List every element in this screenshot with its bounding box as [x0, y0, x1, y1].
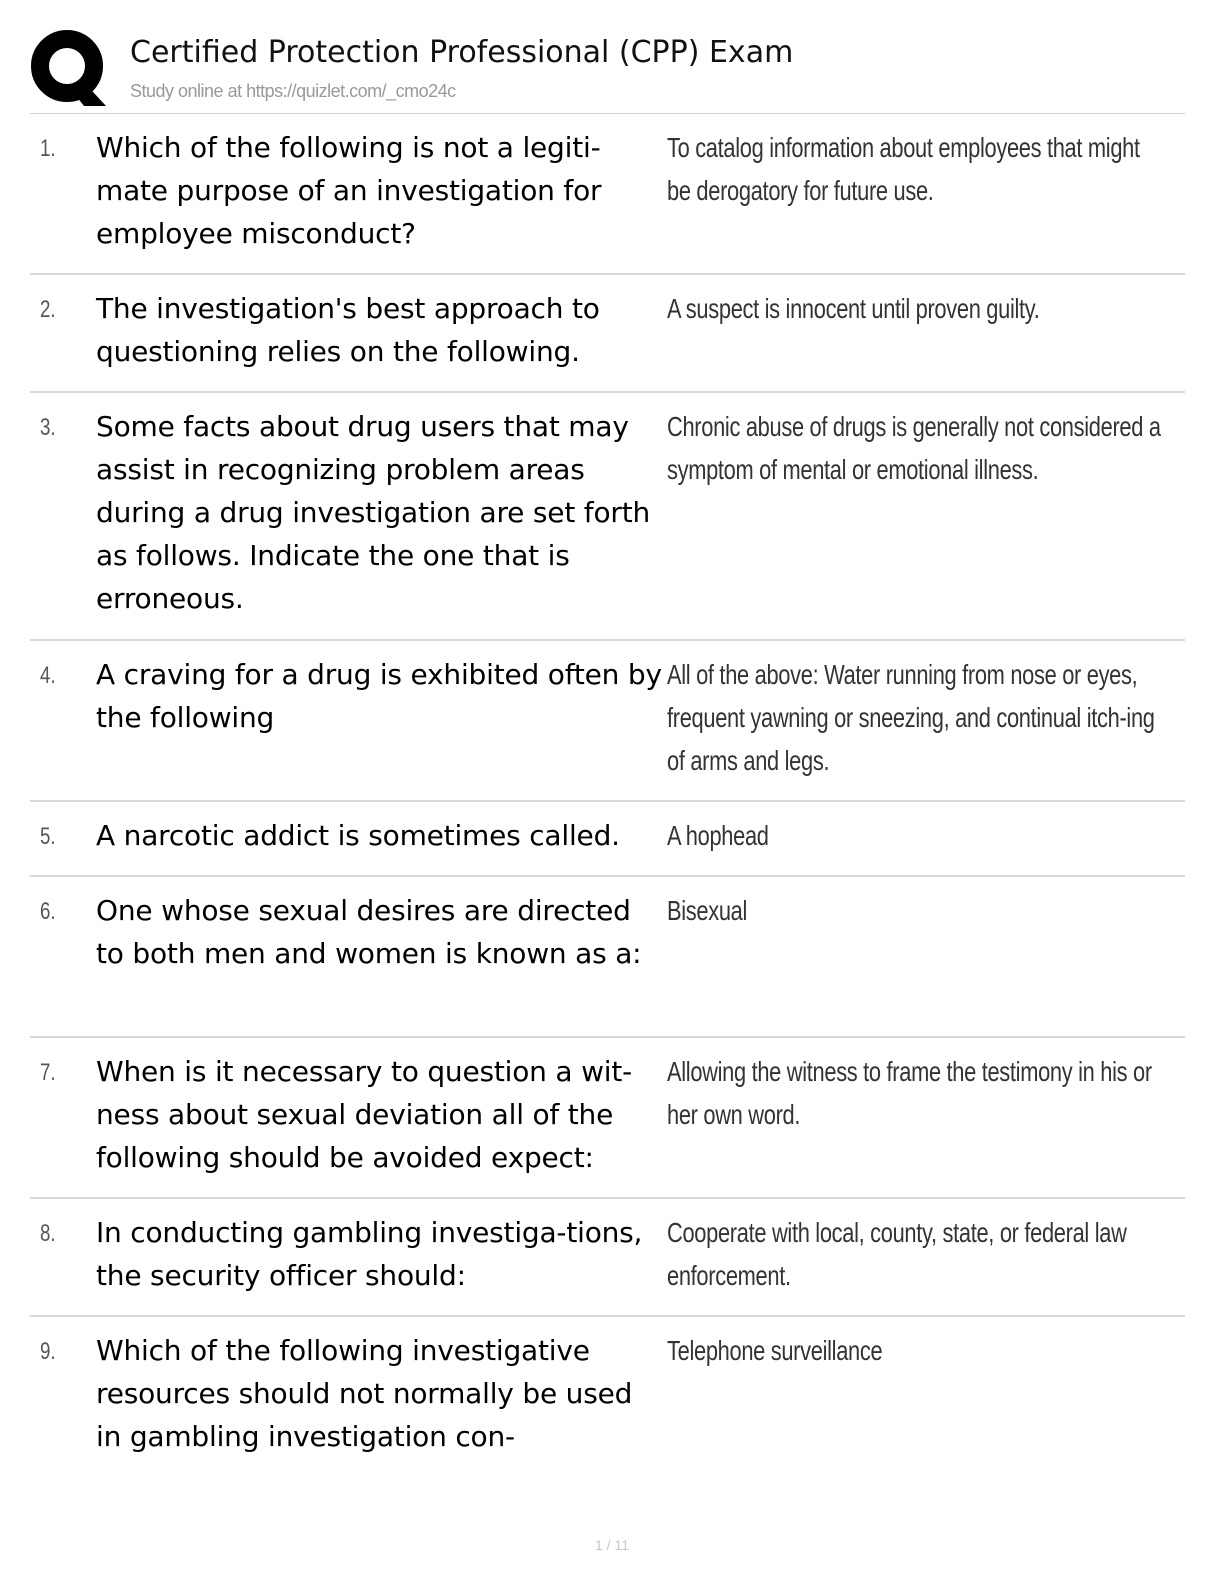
flashcard: [30, 802, 1185, 877]
card-term: One whose sexual desires are directed to both men and women is known as a:: [96, 894, 642, 970]
flashcard: [30, 1317, 1185, 1467]
card-definition: Chronic abuse of drugs is generally not considered a symptom of mental or emotional illness.: [667, 411, 1161, 485]
card-definition: A hophead: [667, 820, 769, 851]
card-number: 4.: [40, 662, 56, 689]
card-definition: Allowing the witness to frame the testimony in his or her own word.: [667, 1056, 1152, 1130]
card-term: A craving for a drug is exhibited often by the following: [96, 658, 662, 734]
flashcard: [30, 114, 1185, 275]
card-number: 2.: [40, 296, 56, 323]
page-header: [30, 28, 1185, 114]
card-term: When is it necessary to question a wit-ness about sexual deviation all of the following should be avoided expect:: [96, 1055, 633, 1174]
flashcard: [30, 641, 1185, 802]
card-definition: Telephone surveillance: [667, 1335, 883, 1366]
card-number: 7.: [40, 1059, 56, 1086]
flashcard: [30, 393, 1185, 641]
card-number: 6.: [40, 898, 56, 925]
flashcard: [30, 1038, 1185, 1199]
page-title: Certified Protection Professional (CPP) Exam: [130, 35, 794, 70]
card-number: 8.: [40, 1220, 56, 1247]
flashcard: [30, 877, 1185, 1038]
card-number: 5.: [40, 823, 56, 850]
card-term: A narcotic addict is sometimes called.: [96, 819, 620, 852]
card-definition: Bisexual: [667, 895, 748, 926]
card-number: 9.: [40, 1338, 56, 1365]
card-number: 3.: [40, 414, 56, 441]
card-definition: Cooperate with local, county, state, or federal law enforcement.: [667, 1217, 1127, 1291]
card-term: The investigation's best approach to questioning relies on the following.: [96, 292, 600, 368]
card-term: Which of the following investigative resources should not normally be used in gambling investigation con-: [96, 1334, 633, 1453]
card-term: Which of the following is not a legiti-mate purpose of an investigation for employee misconduct?: [96, 131, 602, 250]
card-number: 1.: [40, 135, 56, 162]
card-term: In conducting gambling investiga-tions, the security officer should:: [96, 1216, 643, 1292]
flashcard: [30, 275, 1185, 393]
flashcard: [30, 1199, 1185, 1317]
card-definition: To catalog information about employees that might be derogatory for future use.: [667, 132, 1140, 206]
card-definition: All of the above: Water running from nose or eyes, frequent yawning or sneezing, and continual itch-ing of arms and legs.: [667, 659, 1155, 776]
card-definition: A suspect is innocent until proven guilty.: [667, 293, 1040, 324]
study-online-link[interactable]: Study online at https://quizlet.com/_cmo24c: [130, 81, 456, 101]
quizlet-logo-icon: [30, 30, 108, 108]
flashcard-list: [30, 114, 1185, 1467]
page-number: 1 / 11: [595, 1537, 629, 1553]
card-term: Some facts about drug users that may assist in recognizing problem areas during a drug investigation are set forth as follows. Indicate the one that is erroneous.: [96, 410, 651, 615]
